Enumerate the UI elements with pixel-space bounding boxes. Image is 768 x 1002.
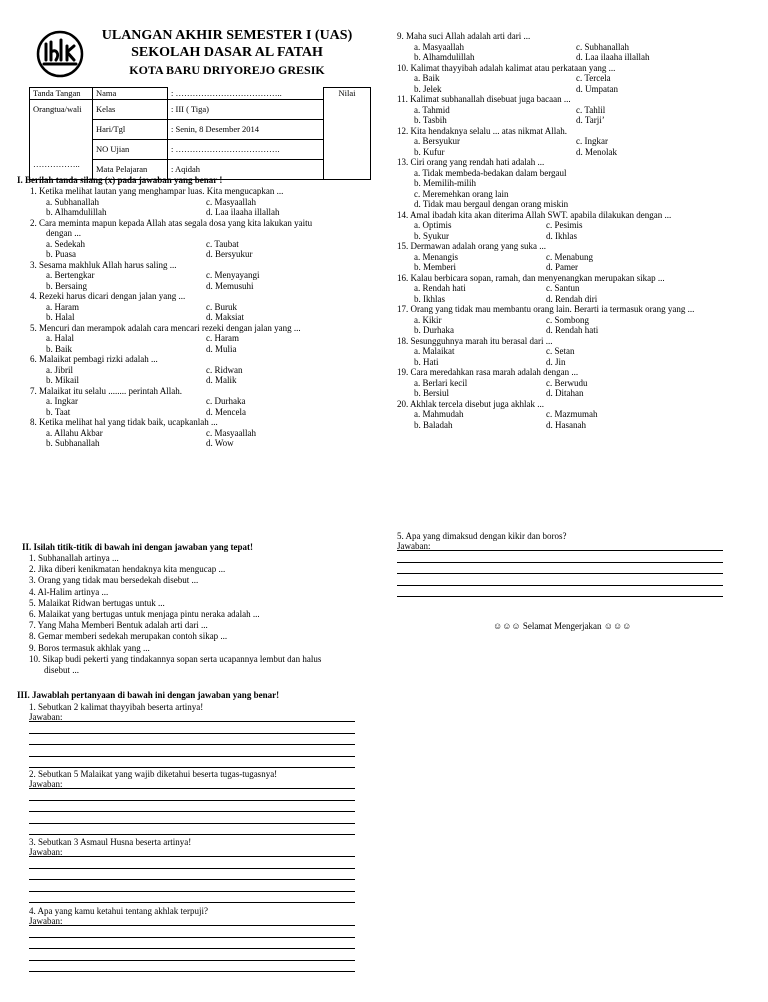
signature-dots: …………….. [30, 159, 93, 179]
question-text: 17. Orang yang tidak mau membantu orang lain. Berarti ia termasuk orang yang ... [397, 304, 695, 314]
fill-in-item: 2. Jika diberi kenikmatan hendaknya kita mengucap ... [29, 564, 226, 575]
essay-question: 2. Sebutkan 5 Malaikat yang wajib diketahui beserta tugas-tugasnya! [29, 769, 278, 779]
fill-in-item: 10. Sikap budi pekerti yang tindakannya sopan serta ucapannya lembut dan halus [29, 653, 322, 664]
option-b: b. Baladah [414, 419, 453, 430]
fill-in-item: 8. Gemar memberi sedekah merupakan contoh sikap ... [29, 631, 228, 642]
question-text: 7. Malaikat itu selalu ........ perintah Allah. [30, 385, 182, 396]
option-b: b. Alhamdulillah [414, 52, 475, 62]
option-b: b. Hati [414, 356, 439, 367]
option-c: c. Mazmumah [546, 409, 598, 419]
option-d: d. Bersyukur [206, 249, 253, 259]
option-c: c. Setan [546, 346, 575, 356]
school-logo [36, 30, 84, 78]
option-c: c. Menabung [546, 251, 593, 262]
option-c: c. Tercela [576, 73, 611, 83]
option-a: a. Kikir [414, 314, 442, 325]
answer-line[interactable] [29, 902, 355, 903]
answer-line[interactable] [397, 562, 723, 563]
question-text: 15. Dermawan adalah orang yang suka ... [397, 241, 546, 251]
question-text: 9. Maha suci Allah adalah arti dari ... [397, 31, 531, 41]
closing-message: ☺☺☺ Selamat Mengerjakan ☺☺☺ [493, 621, 632, 631]
essay-question: 5. Apa yang dimaksud dengan kikir dan boros? [397, 531, 567, 541]
option-a: a. Haram [46, 301, 79, 312]
option-a: a. Malaikat [414, 346, 455, 356]
option-b: b. Mikail [46, 375, 79, 385]
option-d: d. Tarji’ [576, 115, 605, 125]
option-b: b. Puasa [46, 249, 76, 259]
option-a: a. Mahmudah [414, 409, 464, 419]
option-b: b. Halal [46, 312, 75, 322]
option-c: c. Ridwan [206, 364, 243, 375]
option-a: a. Optimis [414, 220, 452, 230]
answer-label: Jawaban: [29, 779, 63, 789]
option-d: d. Laa ilaaha illallah [576, 52, 650, 62]
option-a: a. Sedekah [46, 238, 85, 249]
answer-line[interactable] [397, 550, 723, 551]
option-a: a. Bersyukur [414, 136, 460, 146]
option-b: b. Baik [46, 343, 72, 354]
option: a. Tidak membeda-bedakan dalam bergaul [414, 167, 567, 178]
option-d: d. Malik [206, 375, 237, 385]
fill-in-item: 5. Malaikat Ridwan bertugas untuk ... [29, 597, 165, 608]
question-text: 5. Mencuri dan merampok adalah cara mencari rezeki dengan jalan yang ... [30, 322, 301, 333]
answer-line[interactable] [29, 767, 355, 768]
id-label: NO Ujian [93, 139, 168, 159]
essay-question: 3. Sebutkan 3 Asmaul Husna beserta artinya! [29, 837, 192, 847]
answer-line[interactable] [29, 733, 355, 734]
option-d: d. Hasanah [546, 419, 586, 430]
option-a: a. Allahu Akbar [46, 427, 103, 438]
answer-line[interactable] [29, 856, 355, 857]
option-c: c. Tahlil [576, 104, 606, 115]
school-name: SEKOLAH DASAR AL FATAH [131, 45, 323, 60]
option-c: c. Pesimis [546, 220, 583, 230]
option-a: a. Masyaallah [414, 41, 464, 52]
id-value: : ……………………………….. [168, 88, 324, 100]
option-a: a. Ingkar [46, 396, 78, 406]
option-a: a. Jibril [46, 364, 73, 375]
option-a: a. Menangis [414, 251, 458, 262]
option-d: d. Jin [546, 356, 566, 367]
option-b: b. Subhanallah [46, 438, 100, 448]
option-c: c. Menyayangi [206, 270, 260, 280]
id-value: : Aqidah [168, 159, 324, 179]
option-a: a. Berlari kecil [414, 377, 468, 388]
question-text: 8. Ketika melihat hal yang tidak baik, ucapkanlah ... [30, 417, 218, 427]
id-value: : III ( Tiga) [168, 99, 324, 119]
option-d: d. Rendah hati [546, 325, 599, 335]
answer-line[interactable] [29, 879, 355, 880]
answer-line[interactable] [397, 585, 723, 586]
answer-line[interactable] [29, 937, 355, 938]
option-c: c. Santun [546, 283, 580, 293]
section-3-title: III. Jawablah pertanyaan di bawah ini dengan jawaban yang benar! [17, 690, 280, 700]
answer-line[interactable] [29, 744, 355, 745]
option-c: c. Masyaallah [206, 196, 256, 207]
answer-line[interactable] [29, 834, 355, 835]
question-text: 16. Kalau berbicara sopan, ramah, dan menyenangkan merupakan sikap ... [397, 272, 665, 283]
option-d: d. Maksiat [206, 312, 244, 322]
fill-in-item: 4. Al-Halim artinya ... [29, 586, 109, 597]
question-text: 13. Ciri orang yang rendah hati adalah ... [397, 157, 545, 167]
answer-label: Jawaban: [29, 916, 63, 926]
option-b: b. Ikhlas [414, 293, 445, 304]
option-a: a. Subhanallah [46, 196, 99, 207]
question-text: 1. Ketika melihat lautan yang menghampar luas. Kita mengucapkan ... [30, 186, 284, 196]
answer-line[interactable] [29, 756, 355, 757]
answer-line[interactable] [29, 721, 355, 722]
option-d: d. Wow [206, 438, 234, 448]
essay-question: 1. Sebutkan 2 kalimat thayyibah beserta artinya! [29, 702, 204, 712]
fill-in-item: 6. Malaikat yang bertugas untuk menjaga pintu neraka adalah ... [29, 609, 260, 619]
question-text: 14. Amal ibadah kita akan diterima Allah SWT. apabila dilakukan dengan ... [397, 209, 672, 220]
parent-label: Orangtua/wali [30, 99, 93, 119]
option-c: c. Taubat [206, 238, 239, 249]
option-d: d. Umpatan [576, 83, 618, 94]
option: c. Meremehkan orang lain [414, 188, 509, 199]
answer-line[interactable] [29, 800, 355, 801]
answer-line[interactable] [29, 948, 355, 949]
option-d: d. Laa ilaaha illallah [206, 207, 280, 217]
option-b: b. Durhaka [414, 325, 454, 335]
answer-label: Jawaban: [397, 541, 431, 551]
id-label: Mata Pelajaran [93, 159, 168, 179]
answer-line[interactable] [29, 891, 355, 892]
option-d: d. Mulia [206, 343, 237, 354]
fill-in-item: 1. Subhanallah artinya ... [29, 553, 119, 563]
option-b: b. Alhamdulillah [46, 207, 107, 217]
section-1-title: I. Berilah tanda silang (x) pada jawaban yang benar ! [17, 175, 223, 185]
option-d: d. Pamer [546, 262, 578, 272]
answer-line[interactable] [29, 960, 355, 961]
answer-label: Jawaban: [29, 847, 63, 857]
option: d. Tidak mau bergaul dengan orang miskin [414, 199, 569, 209]
id-value: : ………………………………. [168, 139, 324, 159]
option-d: d. Mencela [206, 406, 246, 417]
option-c: c. Subhanallah [576, 41, 629, 52]
section-2-title: II. Isilah titik-titik di bawah ini dengan jawaban yang tepat! [22, 542, 254, 552]
question-text: 19. Cara meredahkan rasa marah adalah dengan ... [397, 367, 579, 377]
option-d: d. Menolak [576, 146, 617, 157]
id-label: Nama [93, 88, 168, 100]
exam-title: ULANGAN AKHIR SEMESTER I (UAS) [101, 28, 353, 43]
option-b: b. Tasbih [414, 115, 447, 125]
option-c: c. Durhaka [206, 396, 246, 406]
option-b: b. Syukur [414, 230, 450, 241]
question-text: 2. Cara meminta mapun kepada Allah atas segala dosa yang kita lakukan yaitu [30, 217, 313, 228]
option-a: a. Bertengkar [46, 270, 95, 280]
option-d: d. Ikhlas [546, 230, 577, 241]
option-b: b. Jelek [414, 83, 442, 94]
option-a: a. Halal [46, 333, 74, 343]
signature-label: Tanda Tangan [30, 88, 93, 100]
option-c: c. Sombong [546, 314, 590, 325]
option-c: c. Haram [206, 333, 239, 343]
option-d: d. Rendah diri [546, 293, 598, 304]
answer-line[interactable] [29, 811, 355, 812]
answer-line[interactable] [397, 573, 723, 574]
answer-line[interactable] [29, 971, 355, 972]
id-label: Hari/Tgl [93, 119, 168, 139]
fill-in-item: 3. Orang yang tidak mau bersedekah disebut ... [29, 575, 199, 586]
answer-line[interactable] [29, 823, 355, 824]
student-id-table [29, 87, 371, 180]
section-2-item-10-cont: disebut ... [44, 665, 79, 675]
answer-label: Jawaban: [29, 712, 63, 722]
question-text: 6. Malaikat pembagi rizki adalah ... [30, 354, 158, 364]
option-a: a. Baik [414, 73, 440, 83]
essay-question: 4. Apa yang kamu ketahui tentang akhlak terpuji? [29, 906, 208, 916]
answer-line[interactable] [397, 596, 723, 597]
option-d: d. Ditahan [546, 388, 584, 398]
option-c: c. Ingkar [576, 136, 608, 146]
option-a: a. Rendah hati [414, 283, 466, 293]
option-d: d. Memusuhi [206, 280, 254, 291]
option-c: c. Masyaallah [206, 427, 256, 438]
fill-in-item: 9. Boros termasuk akhlak yang ... [29, 642, 150, 653]
id-label: Kelas [93, 99, 168, 119]
question-text: 10. Kalimat thayyibah adalah kalimat atau perkataan yang ... [397, 62, 616, 73]
question-text: 11. Kalimat subhanallah disebuat juga bacaan ... [397, 94, 571, 104]
answer-line[interactable] [29, 788, 355, 789]
question-text: 4. Rezeki harus dicari dengan jalan yang ... [30, 291, 186, 301]
option-b: b. Bersaing [46, 280, 87, 291]
option-c: c. Berwudu [546, 377, 588, 388]
question-text: 12. Kita hendaknya selalu ... atas nikmat Allah. [397, 125, 567, 136]
option-a: a. Tahmid [414, 104, 450, 115]
id-value: : Senin, 8 Desember 2014 [168, 119, 324, 139]
question-text: 3. Sesama makhluk Allah harus saling ... [30, 259, 177, 270]
answer-line[interactable] [29, 925, 355, 926]
answer-line[interactable] [29, 868, 355, 869]
option-b: b. Memberi [414, 262, 456, 272]
option: b. Memilih-milih [414, 178, 476, 188]
option-b: b. Bersiul [414, 388, 449, 398]
option-b: b. Kufur [414, 146, 445, 157]
question-text: 18. Sesungguhnya marah itu berasal dari ... [397, 335, 553, 346]
school-location: KOTA BARU DRIYOREJO GRESIK [129, 63, 325, 77]
question-text: 20. Akhlak tercela disebut juga akhlak ... [397, 398, 544, 409]
fill-in-item: 7. Yang Maha Memberi Bentuk adalah arti dari ... [29, 620, 208, 631]
question-text: dengan ... [46, 228, 81, 238]
score-label: Nilai [324, 88, 371, 180]
option-c: c. Buruk [206, 301, 237, 312]
option-b: b. Taat [46, 406, 71, 417]
